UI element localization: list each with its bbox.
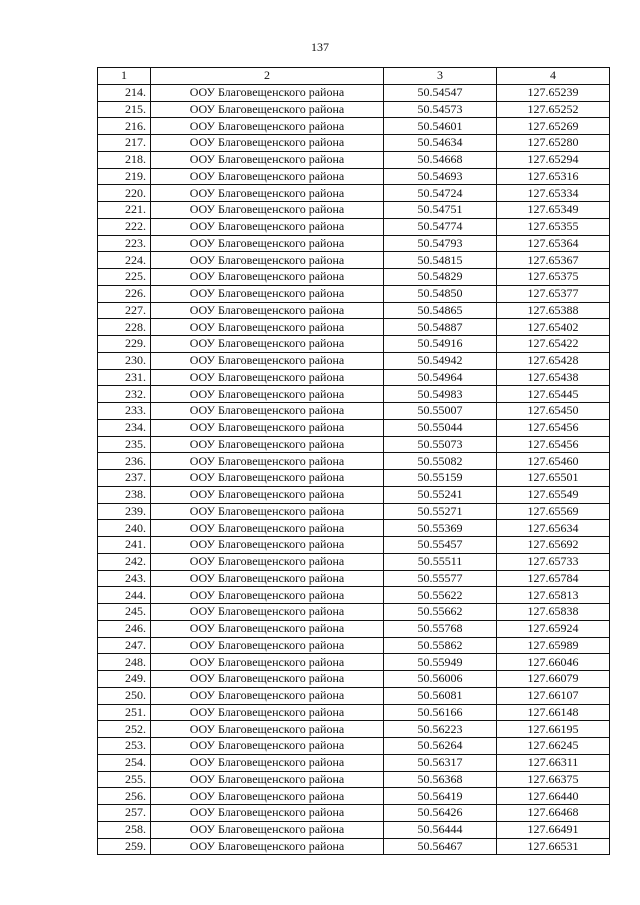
row-number-cell: 234. <box>98 419 151 436</box>
longitude-cell: 127.65316 <box>497 168 610 185</box>
organization-cell: ООУ Благовещенского района <box>151 352 384 369</box>
row-number-cell: 242. <box>98 553 151 570</box>
table-row <box>98 470 610 487</box>
table-row <box>98 570 610 587</box>
row-number-cell: 236. <box>98 453 151 470</box>
table-row <box>98 654 610 671</box>
table-row <box>98 788 610 805</box>
longitude-cell: 127.65428 <box>497 352 610 369</box>
latitude-cell: 50.56081 <box>384 687 497 704</box>
latitude-cell: 50.54916 <box>384 336 497 353</box>
latitude-cell: 50.56006 <box>384 671 497 688</box>
latitude-cell: 50.54865 <box>384 302 497 319</box>
row-number-cell: 239. <box>98 503 151 520</box>
latitude-cell: 50.56264 <box>384 738 497 755</box>
latitude-cell: 50.54793 <box>384 235 497 252</box>
longitude-cell: 127.66531 <box>497 838 610 855</box>
latitude-cell: 50.55159 <box>384 470 497 487</box>
longitude-cell: 127.65838 <box>497 604 610 621</box>
table-header <box>98 68 610 85</box>
latitude-cell: 50.55007 <box>384 403 497 420</box>
longitude-cell: 127.65294 <box>497 151 610 168</box>
longitude-cell: 127.66491 <box>497 821 610 838</box>
table-row <box>98 721 610 738</box>
longitude-cell: 127.66375 <box>497 771 610 788</box>
row-number-cell: 222. <box>98 218 151 235</box>
latitude-cell: 50.54724 <box>384 185 497 202</box>
latitude-cell: 50.54547 <box>384 84 497 101</box>
row-number-cell: 228. <box>98 319 151 336</box>
table-row <box>98 738 610 755</box>
latitude-cell: 50.55241 <box>384 486 497 503</box>
table-row <box>98 202 610 219</box>
longitude-cell: 127.65364 <box>497 235 610 252</box>
table-row <box>98 135 610 152</box>
longitude-cell: 127.65239 <box>497 84 610 101</box>
longitude-cell: 127.66245 <box>497 738 610 755</box>
latitude-cell: 50.55044 <box>384 419 497 436</box>
latitude-cell: 50.54964 <box>384 369 497 386</box>
row-number-cell: 249. <box>98 671 151 688</box>
latitude-cell: 50.54634 <box>384 135 497 152</box>
table-row <box>98 168 610 185</box>
row-number-cell: 244. <box>98 587 151 604</box>
latitude-cell: 50.55369 <box>384 520 497 537</box>
row-number-cell: 220. <box>98 185 151 202</box>
longitude-cell: 127.65692 <box>497 537 610 554</box>
organization-cell: ООУ Благовещенского района <box>151 637 384 654</box>
latitude-cell: 50.56426 <box>384 805 497 822</box>
longitude-cell: 127.65438 <box>497 369 610 386</box>
latitude-cell: 50.56223 <box>384 721 497 738</box>
header-col-3: 3 <box>384 68 497 85</box>
table-row <box>98 453 610 470</box>
organization-cell: ООУ Благовещенского района <box>151 403 384 420</box>
latitude-cell: 50.54887 <box>384 319 497 336</box>
organization-cell: ООУ Благовещенского района <box>151 687 384 704</box>
longitude-cell: 127.65349 <box>497 202 610 219</box>
organization-cell: ООУ Благовещенского района <box>151 235 384 252</box>
table-row <box>98 537 610 554</box>
longitude-cell: 127.65924 <box>497 620 610 637</box>
row-number-cell: 235. <box>98 436 151 453</box>
longitude-cell: 127.65422 <box>497 336 610 353</box>
table-row <box>98 604 610 621</box>
latitude-cell: 50.55511 <box>384 553 497 570</box>
longitude-cell: 127.66079 <box>497 671 610 688</box>
latitude-cell: 50.54850 <box>384 285 497 302</box>
row-number-cell: 251. <box>98 704 151 721</box>
organization-cell: ООУ Благовещенского района <box>151 671 384 688</box>
latitude-cell: 50.55457 <box>384 537 497 554</box>
organization-cell: ООУ Благовещенского района <box>151 537 384 554</box>
row-number-cell: 231. <box>98 369 151 386</box>
longitude-cell: 127.65501 <box>497 470 610 487</box>
table-row <box>98 419 610 436</box>
organization-cell: ООУ Благовещенского района <box>151 168 384 185</box>
row-number-cell: 243. <box>98 570 151 587</box>
coordinates-table <box>97 67 610 855</box>
longitude-cell: 127.65456 <box>497 436 610 453</box>
organization-cell: ООУ Благовещенского района <box>151 721 384 738</box>
latitude-cell: 50.55622 <box>384 587 497 604</box>
organization-cell: ООУ Благовещенского района <box>151 285 384 302</box>
row-number-cell: 255. <box>98 771 151 788</box>
latitude-cell: 50.54815 <box>384 252 497 269</box>
organization-cell: ООУ Благовещенского района <box>151 805 384 822</box>
table-row <box>98 84 610 101</box>
organization-cell: ООУ Благовещенского района <box>151 252 384 269</box>
row-number-cell: 254. <box>98 754 151 771</box>
table-row <box>98 252 610 269</box>
longitude-cell: 127.65334 <box>497 185 610 202</box>
row-number-cell: 229. <box>98 336 151 353</box>
longitude-cell: 127.65388 <box>497 302 610 319</box>
latitude-cell: 50.55082 <box>384 453 497 470</box>
table-row <box>98 754 610 771</box>
organization-cell: ООУ Благовещенского района <box>151 838 384 855</box>
table-row <box>98 369 610 386</box>
row-number-cell: 257. <box>98 805 151 822</box>
row-number-cell: 248. <box>98 654 151 671</box>
latitude-cell: 50.55768 <box>384 620 497 637</box>
organization-cell: ООУ Благовещенского района <box>151 754 384 771</box>
row-number-cell: 240. <box>98 520 151 537</box>
row-number-cell: 216. <box>98 118 151 135</box>
row-number-cell: 256. <box>98 788 151 805</box>
organization-cell: ООУ Благовещенского района <box>151 218 384 235</box>
row-number-cell: 223. <box>98 235 151 252</box>
longitude-cell: 127.65252 <box>497 101 610 118</box>
table-row <box>98 838 610 855</box>
longitude-cell: 127.66046 <box>497 654 610 671</box>
row-number-cell: 237. <box>98 470 151 487</box>
latitude-cell: 50.54573 <box>384 101 497 118</box>
latitude-cell: 50.55662 <box>384 604 497 621</box>
table-row <box>98 403 610 420</box>
table-row <box>98 218 610 235</box>
longitude-cell: 127.65569 <box>497 503 610 520</box>
row-number-cell: 250. <box>98 687 151 704</box>
organization-cell: ООУ Благовещенского района <box>151 570 384 587</box>
row-number-cell: 252. <box>98 721 151 738</box>
table-row <box>98 553 610 570</box>
row-number-cell: 225. <box>98 269 151 286</box>
latitude-cell: 50.56419 <box>384 788 497 805</box>
latitude-cell: 50.55073 <box>384 436 497 453</box>
table-row <box>98 637 610 654</box>
latitude-cell: 50.56467 <box>384 838 497 855</box>
header-row <box>98 68 610 85</box>
latitude-cell: 50.56317 <box>384 754 497 771</box>
row-number-cell: 226. <box>98 285 151 302</box>
organization-cell: ООУ Благовещенского района <box>151 302 384 319</box>
header-col-2: 2 <box>151 68 384 85</box>
table-row <box>98 269 610 286</box>
table-row <box>98 302 610 319</box>
table-row <box>98 687 610 704</box>
latitude-cell: 50.54668 <box>384 151 497 168</box>
latitude-cell: 50.55949 <box>384 654 497 671</box>
row-number-cell: 233. <box>98 403 151 420</box>
longitude-cell: 127.66148 <box>497 704 610 721</box>
latitude-cell: 50.54751 <box>384 202 497 219</box>
table-row <box>98 503 610 520</box>
latitude-cell: 50.55271 <box>384 503 497 520</box>
table-row <box>98 336 610 353</box>
longitude-cell: 127.65377 <box>497 285 610 302</box>
organization-cell: ООУ Благовещенского района <box>151 436 384 453</box>
latitude-cell: 50.55577 <box>384 570 497 587</box>
organization-cell: ООУ Благовещенского района <box>151 771 384 788</box>
row-number-cell: 221. <box>98 202 151 219</box>
table-row <box>98 805 610 822</box>
organization-cell: ООУ Благовещенского района <box>151 704 384 721</box>
organization-cell: ООУ Благовещенского района <box>151 135 384 152</box>
longitude-cell: 127.65456 <box>497 419 610 436</box>
longitude-cell: 127.65367 <box>497 252 610 269</box>
longitude-cell: 127.65784 <box>497 570 610 587</box>
organization-cell: ООУ Благовещенского района <box>151 386 384 403</box>
row-number-cell: 215. <box>98 101 151 118</box>
table-row <box>98 486 610 503</box>
longitude-cell: 127.65460 <box>497 453 610 470</box>
table-row <box>98 185 610 202</box>
organization-cell: ООУ Благовещенского района <box>151 118 384 135</box>
longitude-cell: 127.65280 <box>497 135 610 152</box>
longitude-cell: 127.65549 <box>497 486 610 503</box>
row-number-cell: 245. <box>98 604 151 621</box>
organization-cell: ООУ Благовещенского района <box>151 654 384 671</box>
table-row <box>98 821 610 838</box>
page-number: 137 <box>311 40 329 54</box>
longitude-cell: 127.65634 <box>497 520 610 537</box>
table-row <box>98 101 610 118</box>
table-row <box>98 520 610 537</box>
organization-cell: ООУ Благовещенского района <box>151 336 384 353</box>
table-row <box>98 587 610 604</box>
row-number-cell: 230. <box>98 352 151 369</box>
organization-cell: ООУ Благовещенского района <box>151 520 384 537</box>
header-col-4: 4 <box>497 68 610 85</box>
table-row <box>98 704 610 721</box>
longitude-cell: 127.65989 <box>497 637 610 654</box>
table-row <box>98 352 610 369</box>
row-number-cell: 238. <box>98 486 151 503</box>
latitude-cell: 50.54774 <box>384 218 497 235</box>
organization-cell: ООУ Благовещенского района <box>151 587 384 604</box>
latitude-cell: 50.56368 <box>384 771 497 788</box>
table-row <box>98 319 610 336</box>
table-row <box>98 151 610 168</box>
organization-cell: ООУ Благовещенского района <box>151 453 384 470</box>
longitude-cell: 127.66468 <box>497 805 610 822</box>
organization-cell: ООУ Благовещенского района <box>151 269 384 286</box>
organization-cell: ООУ Благовещенского района <box>151 319 384 336</box>
header-col-1: 1 <box>98 68 151 85</box>
organization-cell: ООУ Благовещенского района <box>151 604 384 621</box>
table-body <box>98 84 610 855</box>
longitude-cell: 127.66440 <box>497 788 610 805</box>
table-row <box>98 235 610 252</box>
row-number-cell: 258. <box>98 821 151 838</box>
row-number-cell: 232. <box>98 386 151 403</box>
organization-cell: ООУ Благовещенского района <box>151 788 384 805</box>
latitude-cell: 50.54983 <box>384 386 497 403</box>
longitude-cell: 127.65813 <box>497 587 610 604</box>
row-number-cell: 246. <box>98 620 151 637</box>
organization-cell: ООУ Благовещенского района <box>151 101 384 118</box>
row-number-cell: 214. <box>98 84 151 101</box>
table-row <box>98 771 610 788</box>
latitude-cell: 50.56166 <box>384 704 497 721</box>
table-row <box>98 671 610 688</box>
organization-cell: ООУ Благовещенского района <box>151 185 384 202</box>
organization-cell: ООУ Благовещенского района <box>151 486 384 503</box>
latitude-cell: 50.54829 <box>384 269 497 286</box>
table-row <box>98 620 610 637</box>
table-row <box>98 285 610 302</box>
longitude-cell: 127.66107 <box>497 687 610 704</box>
longitude-cell: 127.65733 <box>497 553 610 570</box>
longitude-cell: 127.66195 <box>497 721 610 738</box>
organization-cell: ООУ Благовещенского района <box>151 821 384 838</box>
table-row <box>98 436 610 453</box>
longitude-cell: 127.65445 <box>497 386 610 403</box>
latitude-cell: 50.54942 <box>384 352 497 369</box>
row-number-cell: 219. <box>98 168 151 185</box>
table-row <box>98 386 610 403</box>
row-number-cell: 259. <box>98 838 151 855</box>
row-number-cell: 217. <box>98 135 151 152</box>
row-number-cell: 218. <box>98 151 151 168</box>
latitude-cell: 50.56444 <box>384 821 497 838</box>
longitude-cell: 127.66311 <box>497 754 610 771</box>
longitude-cell: 127.65375 <box>497 269 610 286</box>
row-number-cell: 253. <box>98 738 151 755</box>
organization-cell: ООУ Благовещенского района <box>151 202 384 219</box>
row-number-cell: 247. <box>98 637 151 654</box>
longitude-cell: 127.65269 <box>497 118 610 135</box>
row-number-cell: 224. <box>98 252 151 269</box>
longitude-cell: 127.65355 <box>497 218 610 235</box>
organization-cell: ООУ Благовещенского района <box>151 369 384 386</box>
organization-cell: ООУ Благовещенского района <box>151 738 384 755</box>
latitude-cell: 50.55862 <box>384 637 497 654</box>
organization-cell: ООУ Благовещенского района <box>151 84 384 101</box>
table-row <box>98 118 610 135</box>
organization-cell: ООУ Благовещенского района <box>151 470 384 487</box>
organization-cell: ООУ Благовещенского района <box>151 151 384 168</box>
latitude-cell: 50.54693 <box>384 168 497 185</box>
longitude-cell: 127.65402 <box>497 319 610 336</box>
organization-cell: ООУ Благовещенского района <box>151 553 384 570</box>
organization-cell: ООУ Благовещенского района <box>151 620 384 637</box>
row-number-cell: 241. <box>98 537 151 554</box>
latitude-cell: 50.54601 <box>384 118 497 135</box>
longitude-cell: 127.65450 <box>497 403 610 420</box>
organization-cell: ООУ Благовещенского района <box>151 419 384 436</box>
row-number-cell: 227. <box>98 302 151 319</box>
organization-cell: ООУ Благовещенского района <box>151 503 384 520</box>
